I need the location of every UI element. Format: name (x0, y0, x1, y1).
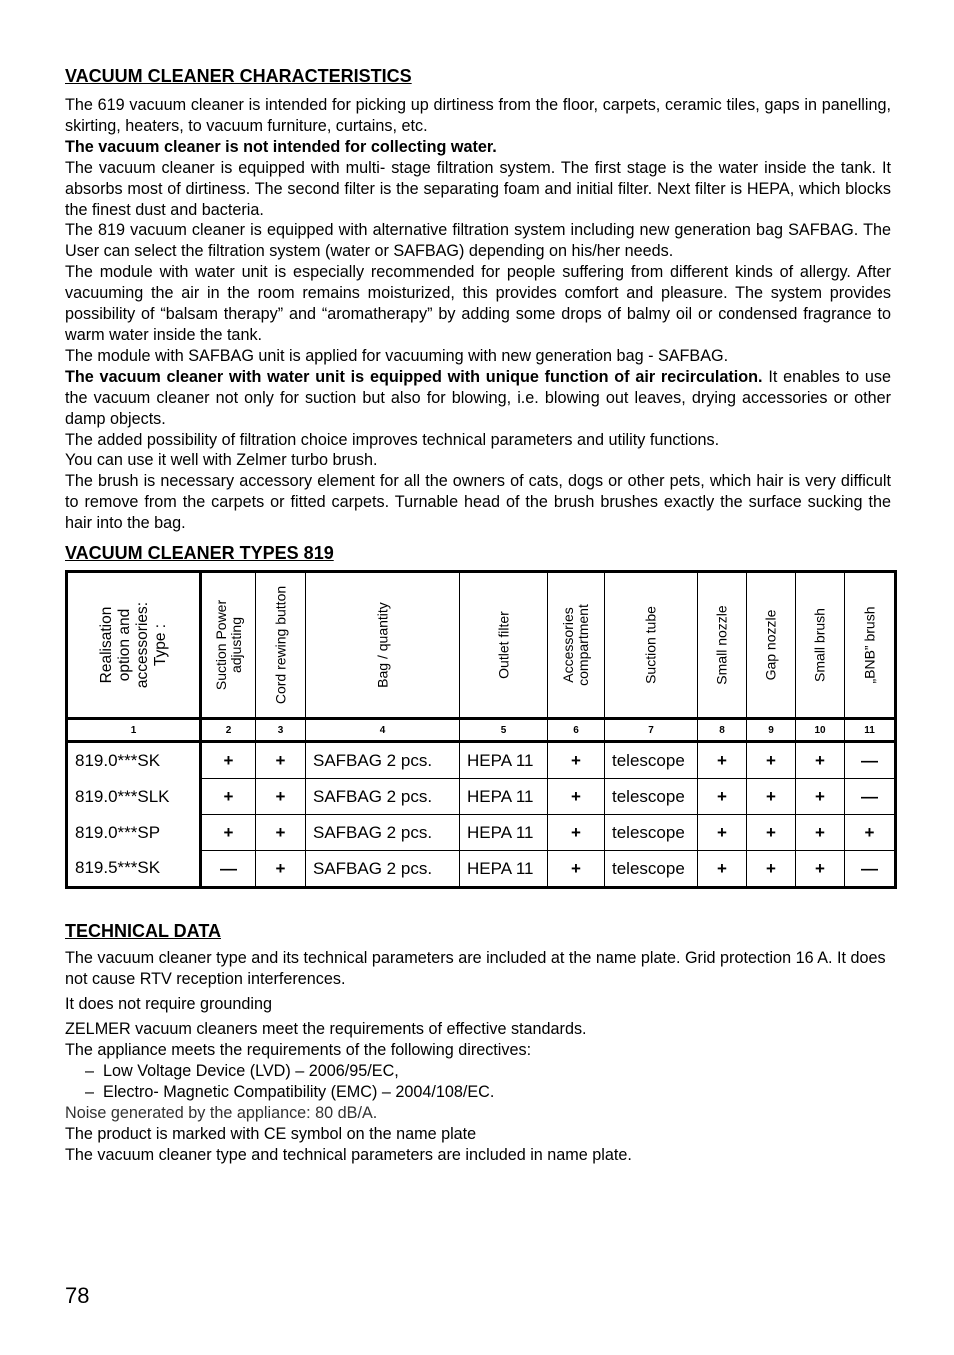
plus-mark: + (698, 742, 747, 779)
plus-mark: + (796, 815, 845, 851)
column-number-row (67, 719, 896, 742)
column-header-line: Suction Power (212, 599, 229, 691)
plus-mark: + (698, 815, 747, 851)
characteristics-section (65, 65, 891, 534)
types-table-wrap (65, 570, 897, 889)
technical-data-title: TECHNICAL DATA (65, 921, 221, 941)
plus-mark: + (796, 851, 845, 888)
column-header-line: Cord rewing button (272, 585, 288, 705)
model-cell: 819.5***SK (67, 851, 201, 888)
plus-mark: + (256, 815, 306, 851)
plus-mark: + (747, 742, 796, 779)
table-row (67, 851, 896, 888)
directive-text: Electro- Magnetic Compatibility (EMC) – 2004/108/EC. (103, 1083, 495, 1101)
column-header-line: Suction tube (642, 606, 659, 684)
column-number: 3 (256, 719, 306, 742)
directive-text: Low Voltage Device (LVD) – 2006/95/EC, (103, 1062, 399, 1080)
plus-mark: + (845, 815, 896, 851)
column-header-line: Bag / quantity (374, 602, 390, 688)
column-header-line: Small nozzle (713, 605, 730, 685)
column-header (201, 572, 256, 719)
paragraph: You can use it well with Zelmer turbo brush. (65, 451, 378, 470)
column-header-label (375, 602, 390, 688)
paragraph: The appliance meets the requirements of the following directives: (65, 1041, 532, 1059)
column-header-label (561, 604, 591, 686)
plus-mark: + (201, 742, 256, 779)
column-header-line: option and (115, 608, 133, 682)
column-header (256, 572, 306, 719)
plus-mark: + (747, 779, 796, 815)
dash-mark: — (201, 851, 256, 888)
model-cell: 819.0***SP (67, 815, 201, 851)
plus-mark: + (698, 851, 747, 888)
table-cell: HEPA 11 (460, 779, 548, 815)
paragraph: The added possibility of filtration choice improves technical parameters and utility functions. (65, 430, 720, 449)
column-header-label (214, 600, 244, 690)
column-header-label (764, 610, 779, 681)
table-row (67, 815, 896, 851)
table-cell: telescope (605, 851, 698, 888)
plus-mark: + (548, 851, 605, 888)
directive-item (65, 1082, 891, 1103)
paragraph: ZELMER vacuum cleaners meet the requirements of effective standards. (65, 1020, 587, 1038)
column-header-label (273, 586, 288, 704)
paragraph: The vacuum cleaner is equipped with multi- stage filtration system. The first stage is the water inside the tank. It absorbs most of dirtiness. The second filter is the separating foam and initial filter. Next filter is HEPA, which blocks the finest dust and bacteria. (65, 158, 891, 219)
plus-mark: + (256, 742, 306, 779)
plus-mark: + (201, 815, 256, 851)
table-cell: SAFBAG 2 pcs. (306, 815, 460, 851)
column-header-label (98, 602, 170, 688)
column-header-line: adjusting (227, 616, 244, 674)
dash-mark: — (845, 851, 896, 888)
table-cell: HEPA 11 (460, 851, 548, 888)
characteristics-title: VACUUM CLEANER CHARACTERISTICS (65, 66, 412, 86)
paragraph-bold: The vacuum cleaner with water unit is equipped with unique function of air recirculation. (65, 367, 763, 386)
column-header-line: Small brush (811, 608, 828, 682)
table-row (67, 779, 896, 815)
dash-symbol: – (85, 1062, 95, 1080)
table-row (67, 742, 896, 779)
paragraph: The 619 vacuum cleaner is intended for picking up dirtiness from the floor, carpets, ceramic tiles, gaps in panelling, skirting, heaters, to vacuum furniture, curtains, etc. (65, 96, 891, 135)
table-header-row (67, 572, 896, 719)
paragraph: Noise generated by the appliance: 80 dB/A. (65, 1104, 378, 1122)
plus-mark: + (747, 815, 796, 851)
plus-mark: + (796, 779, 845, 815)
column-number: 7 (605, 719, 698, 742)
dash-symbol: – (85, 1083, 95, 1101)
column-header-label (496, 611, 511, 679)
column-number: 8 (698, 719, 747, 742)
model-cell: 819.0***SK (67, 742, 201, 779)
plus-mark: + (698, 779, 747, 815)
dash-mark: — (845, 779, 896, 815)
table-cell: HEPA 11 (460, 742, 548, 779)
column-header (548, 572, 605, 719)
column-number: 4 (306, 719, 460, 742)
column-header-label (644, 606, 659, 684)
paragraph: The product is marked with CE symbol on the name plate (65, 1125, 477, 1143)
paragraph: It does not require grounding (65, 995, 272, 1013)
column-header-label (813, 608, 828, 682)
dash-mark: — (845, 742, 896, 779)
paragraph: The brush is necessary accessory element for all the owners of cats, dogs or other pets, which hair is very difficult to remove from the carpets or fitted carpets. Turnable head of the brush brushes exactly the surface sucking the hair into the bag. (65, 472, 891, 533)
table-cell: SAFBAG 2 pcs. (306, 779, 460, 815)
table-cell: HEPA 11 (460, 815, 548, 851)
column-header (67, 572, 201, 719)
directive-item (65, 1061, 891, 1082)
paragraph: The vacuum cleaner type and its technical parameters are included at the name plate. Grid protection 16 A. It does not cause RTV reception interferences. (65, 949, 886, 988)
column-header (306, 572, 460, 719)
column-number: 5 (460, 719, 548, 742)
column-header (845, 572, 896, 719)
column-header (698, 572, 747, 719)
paragraph-warning: The vacuum cleaner is not intended for collecting water. (65, 137, 497, 156)
column-number: 6 (548, 719, 605, 742)
paragraph-rest: It enables to use the vacuum cleaner not only for suction but also for blowing, i.e. blowing out leaves, drying accessories or other damp objects. (65, 367, 891, 428)
paragraph (65, 367, 891, 430)
column-header-label (862, 606, 877, 683)
table-cell: SAFBAG 2 pcs. (306, 742, 460, 779)
column-header-line: Outlet filter (495, 611, 511, 679)
plus-mark: + (796, 742, 845, 779)
column-header-label (715, 605, 730, 684)
model-cell: 819.0***SLK (67, 779, 201, 815)
paragraph: The module with SAFBAG unit is applied for vacuuming with new generation bag - SAFBAG. (65, 346, 729, 365)
paragraph: The module with water unit is especially recommended for people suffering from different kinds of allergy. After vacuuming the air in the room remains moisturized, this provides comfort and pleasure. The system provides possibility of “balsam therapy” and “aromatherapy” by adding some drops of balmy oil or condensed fragrance to warm water inside the tank. (65, 263, 891, 344)
column-number: 10 (796, 719, 845, 742)
paragraph: The vacuum cleaner type and technical parameters are included in name plate. (65, 1146, 632, 1164)
column-number: 2 (201, 719, 256, 742)
table-cell: telescope (605, 815, 698, 851)
plus-mark: + (256, 851, 306, 888)
column-header (460, 572, 548, 719)
column-header (747, 572, 796, 719)
table-cell: SAFBAG 2 pcs. (306, 851, 460, 888)
column-header-line: Gap nozzle (762, 609, 779, 681)
table-cell: telescope (605, 779, 698, 815)
types-title: VACUUM CLEANER TYPES 819 (65, 543, 334, 563)
column-header-line: Type : (151, 623, 169, 667)
technical-data-section (65, 920, 891, 1166)
plus-mark: + (548, 742, 605, 779)
column-header-line: compartment (575, 604, 591, 686)
column-header-line: „BNB” brush (861, 606, 877, 684)
column-header-line: Accessories (560, 607, 576, 683)
column-number: 1 (67, 719, 201, 742)
paragraph: The 819 vacuum cleaner is equipped with alternative filtration system including new generation bag SAFBAG. The User can select the filtration system (water or SAFBAG) depending on his/her needs. (65, 221, 891, 261)
plus-mark: + (256, 779, 306, 815)
column-header (796, 572, 845, 719)
table-body (67, 719, 896, 888)
column-number: 11 (845, 719, 896, 742)
page-number: 78 (65, 1283, 90, 1308)
plus-mark: + (747, 851, 796, 888)
table-cell: telescope (605, 742, 698, 779)
column-header-line: Realisation (97, 606, 115, 684)
plus-mark: + (201, 779, 256, 815)
plus-mark: + (548, 779, 605, 815)
column-header (605, 572, 698, 719)
column-number: 9 (747, 719, 796, 742)
plus-mark: + (548, 815, 605, 851)
column-header-line: accessories: (133, 601, 151, 689)
types-table (65, 570, 897, 889)
